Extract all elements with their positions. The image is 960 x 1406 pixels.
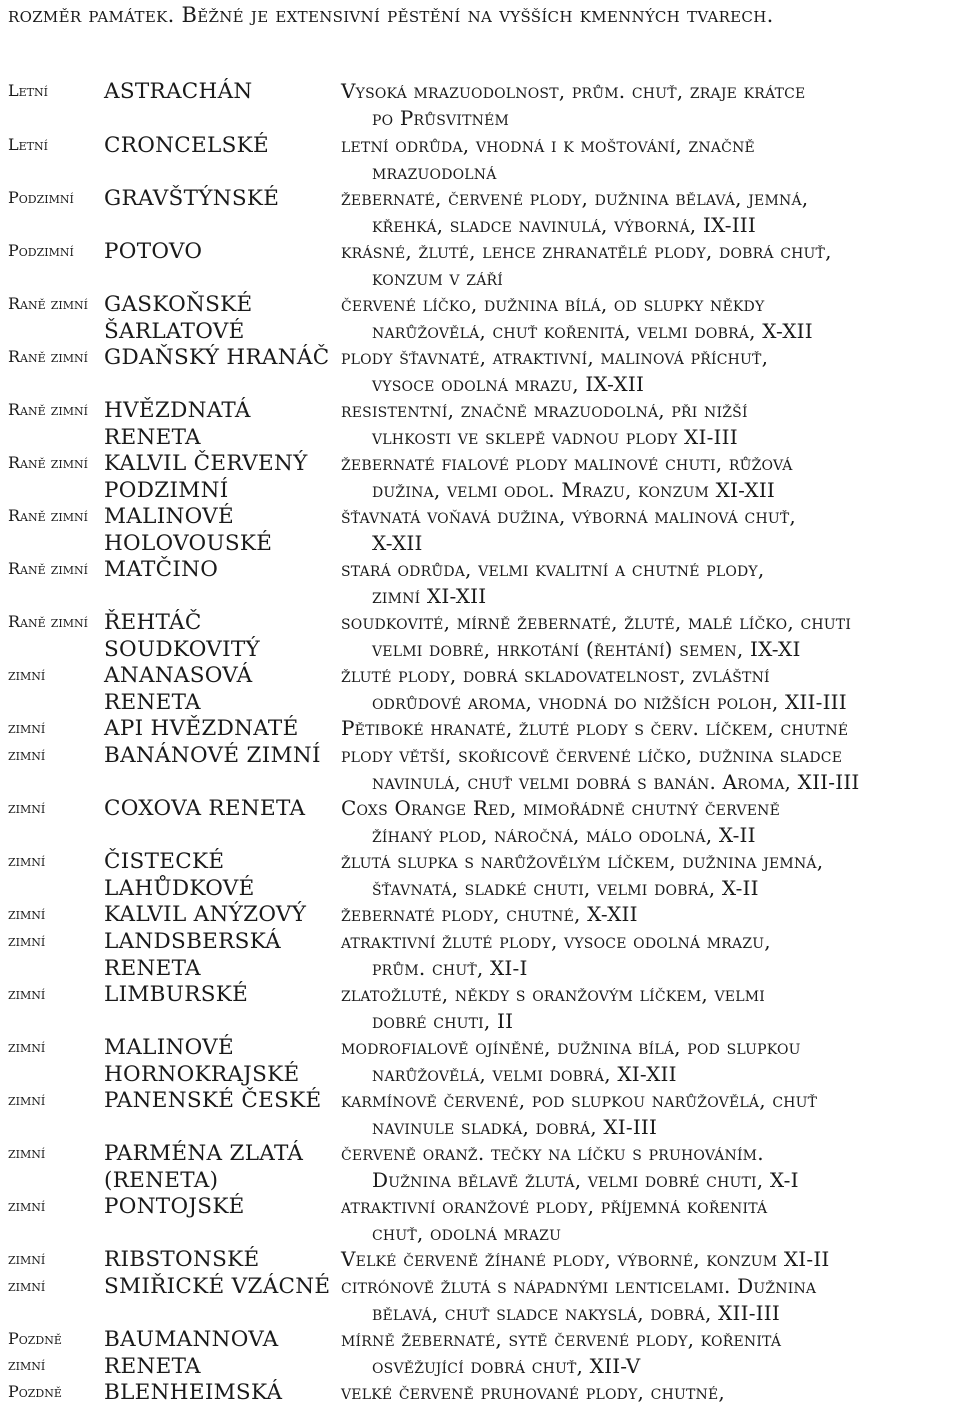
description-line-1: karmínově červené, pod slupkou narůžovělá, chuť [341, 1088, 818, 1112]
description-line-1: plody větší, skořicově červené líčko, dužnina sladce [341, 743, 843, 767]
season-cell: Raně zimní [8, 294, 88, 313]
description-line-1: žebernaté, červené plody, dužnina bělavá, jemná, [341, 186, 809, 210]
description-line-1: velké červeně pruhované plody, chutné, [341, 1380, 725, 1404]
description-line-2: dobré chuti, II [372, 1009, 514, 1033]
description-line-1: resistentní, značně mrazuodolná, při nižší [341, 398, 748, 422]
variety-name-cell: PONTOJSKÉ [104, 1194, 245, 1219]
description-line-2: mrazuodolná [372, 160, 497, 184]
description-line-1: krásné, žluté, lehce zhranatělé plody, dobrá chuť, [341, 239, 832, 263]
variety-name-cell: HVĚZDNATÁ RENETA [104, 398, 251, 450]
description-line-1: červené líčko, dužnina bílá, od slupky někdy [341, 292, 765, 316]
description-cell [341, 1193, 957, 1247]
description-line-1: citrónově žlutá s nápadnými lenticelami. Dužnina [341, 1274, 817, 1298]
description-line-1: Coxs Orange Red, mimořádně chutný červeně [341, 796, 780, 820]
season-cell: zimní [8, 1090, 46, 1109]
description-cell [341, 795, 957, 849]
description-cell [341, 1246, 957, 1273]
description-line-2: prům. chuť, XI-I [372, 956, 528, 980]
variety-name-cell: POTOVO [104, 239, 203, 264]
description-cell [341, 901, 957, 928]
description-cell [341, 1087, 957, 1141]
description-line-2: chuť, odolná mrazu [372, 1221, 562, 1245]
season-cell: zimní [8, 665, 46, 684]
description-line-1: atraktivní žluté plody, vysoce odolná mrazu, [341, 929, 771, 953]
description-line-2: bělavá, chuť sladce nakyslá, dobrá, XII-III [372, 1301, 780, 1325]
description-cell [341, 78, 957, 132]
description-cell [341, 742, 957, 796]
variety-name-cell: ANANASOVÁ RENETA [104, 663, 253, 715]
description-line-1: žebernaté fialové plody malinové chuti, růžová [341, 451, 793, 475]
season-cell: Raně zimní [8, 347, 88, 366]
season-cell: Raně zimní [8, 506, 88, 525]
variety-name-cell: BLENHEIMSKÁ [104, 1380, 283, 1405]
variety-name-cell: KALVIL ANÝZOVÝ [104, 902, 307, 927]
description-line-1: žebernaté plody, chutné, X-XII [341, 902, 638, 926]
description-line-1: plody šťavnaté, atraktivní, malinová příchuť, [341, 345, 769, 369]
description-cell [341, 291, 957, 345]
description-cell [341, 132, 957, 186]
season-cell: zimní [8, 745, 46, 764]
description-line-2: šťavnatá, sladké chuti, velmi dobrá, X-II [372, 876, 759, 900]
season-cell: Podzimní [8, 241, 74, 260]
description-line-2: konzum v září [372, 266, 504, 290]
season-cell: zimní [8, 984, 46, 1003]
description-cell [341, 450, 957, 504]
description-line-1: atraktivní oranžové plody, příjemná kořenitá [341, 1194, 768, 1218]
description-line-2: velmi dobré, hrkotání (řehtání) semen, IX-XI [372, 637, 801, 661]
description-line-2: narůžovělá, velmi dobrá, XI-XII [372, 1062, 677, 1086]
description-line-1: soudkovité, mírně žebernaté, žluté, malé líčko, chuti [341, 610, 852, 634]
description-cell [341, 344, 957, 398]
season-cell: zimní [8, 904, 46, 923]
description-line-1: žlutá slupka s narůžovělým líčkem, dužnina jemná, [341, 849, 824, 873]
description-cell [341, 503, 957, 557]
season-cell: Letní [8, 81, 48, 100]
season-cell: Pozdně zimní [8, 1329, 62, 1374]
description-line-1: Pětiboké hranaté, žluté plody s červ. líčkem, chutné [341, 716, 849, 740]
season-cell: Raně zimní [8, 400, 88, 419]
season-cell: Pozdně [8, 1382, 62, 1401]
description-cell [341, 928, 957, 982]
season-cell: zimní [8, 1249, 46, 1268]
season-cell: Raně zimní [8, 559, 88, 578]
season-cell: zimní [8, 1037, 46, 1056]
description-line-2: zimní XI-XII [372, 584, 487, 608]
season-cell: Podzimní [8, 188, 74, 207]
variety-name-cell: RIBSTONSKÉ [104, 1247, 260, 1272]
description-line-2: navinulá, chuť velmi dobrá s banán. Aroma, XII-III [372, 770, 860, 794]
variety-name-cell: MATČINO [104, 557, 219, 582]
variety-name-cell: ASTRACHÁN [104, 79, 253, 104]
description-cell [341, 662, 957, 716]
description-cell [341, 1140, 957, 1194]
season-cell: Raně zimní [8, 453, 88, 472]
description-line-1: Vysoká mrazuodolnost, prům. chuť, zraje krátce [341, 79, 806, 103]
variety-name-cell: PARMÉNA ZLATÁ (RENETA) [104, 1141, 304, 1193]
season-cell: zimní [8, 1143, 46, 1162]
season-cell: Letní [8, 135, 48, 154]
description-cell [341, 556, 957, 610]
description-line-2: vlhkosti ve sklepě vadnou plody XI-III [372, 425, 738, 449]
variety-name-cell: KALVIL ČERVENÝ PODZIMNÍ [104, 451, 308, 503]
description-line-1: zlatožluté, někdy s oranžovým líčkem, velmi [341, 982, 765, 1006]
variety-name-cell: BAUMANNOVA RENETA [104, 1327, 279, 1379]
description-cell [341, 397, 957, 451]
description-line-1: letní odrůda, vhodná i k moštování, značně [341, 133, 755, 157]
variety-name-cell: API HVĚZDNATÉ [104, 716, 299, 741]
variety-name-cell: CRONCELSKÉ [104, 133, 269, 158]
variety-name-cell: GRAVŠTÝNSKÉ [104, 186, 280, 211]
season-cell: zimní [8, 1276, 46, 1295]
description-line-1: Velké červeně žíhané plody, výborné, konzum XI-II [341, 1247, 830, 1271]
description-line-2: narůžovělá, chuť kořenitá, velmi dobrá, X-XII [372, 319, 813, 343]
description-cell [341, 609, 957, 663]
description-line-2: X-XII [372, 531, 423, 555]
description-cell [341, 848, 957, 902]
description-cell [341, 238, 957, 292]
description-line-1: modrofialově ojíněné, dužnina bílá, pod slupkou [341, 1035, 801, 1059]
description-line-2: žíhaný plod, náročná, málo odolná, X-II [372, 823, 756, 847]
description-line-2: vysoce odolná mrazu, IX-XII [372, 372, 645, 396]
description-line-1: červeně oranž. tečky na líčku s pruhováním. [341, 1141, 764, 1165]
description-cell [341, 185, 957, 239]
season-cell: zimní [8, 1196, 46, 1215]
season-cell: zimní [8, 718, 46, 737]
description-line-2: osvěžující dobrá chuť, XII-V [372, 1354, 641, 1378]
variety-name-cell: ČISTECKÉ LAHŮDKOVÉ [104, 849, 255, 901]
variety-name-cell: MALINOVÉ HORNOKRAJSKÉ [104, 1035, 300, 1087]
variety-name-cell: SMIŘICKÉ VZÁCNÉ [104, 1274, 331, 1299]
description-line-2: křehká, sladce navinulá, výborná, IX-III [372, 213, 757, 237]
variety-name-cell: MALINOVÉ HOLOVOUSKÉ [104, 504, 273, 556]
season-cell: Raně zimní [8, 612, 88, 631]
description-line-1: stará odrůda, velmi kvalitní a chutné plody, [341, 557, 765, 581]
description-line-1: žluté plody, dobrá skladovatelnost, zvláštní [341, 663, 770, 687]
variety-name-cell: COXOVA RENETA [104, 796, 306, 821]
description-cell [341, 1273, 957, 1327]
description-line-1: šťavnatá voňavá dužina, výborná malinová chuť, [341, 504, 796, 528]
season-cell: zimní [8, 798, 46, 817]
variety-name-cell: LANDSBERSKÁ RENETA [104, 929, 282, 981]
description-cell [341, 981, 957, 1035]
description-cell [341, 1326, 957, 1380]
description-line-2: po Průsvitném [372, 106, 510, 130]
season-cell: zimní [8, 931, 46, 950]
description-line-1: mírně žebernaté, sytě červené plody, kořenitá [341, 1327, 782, 1351]
description-cell [341, 715, 957, 742]
variety-name-cell: LIMBURSKÉ [104, 982, 249, 1007]
variety-name-cell: PANENSKÉ ČESKÉ [104, 1088, 322, 1113]
description-cell [341, 1379, 957, 1406]
description-cell [341, 1034, 957, 1088]
description-line-2: Dužnina bělavě žlutá, velmi dobré chuti, X-I [372, 1168, 799, 1192]
description-line-2: navinule sladká, dobrá, XI-III [372, 1115, 658, 1139]
variety-name-cell: ŘEHTÁČ SOUDKOVITÝ [104, 610, 260, 662]
variety-name-cell: GASKOŇSKÉ ŠARLATOVÉ [104, 292, 253, 344]
season-cell: zimní [8, 851, 46, 870]
description-line-2: dužina, velmi odol. Mrazu, konzum XI-XII [372, 478, 776, 502]
variety-name-cell: BANÁNOVÉ ZIMNÍ [104, 743, 321, 768]
description-line-2: odrůdové aroma, vhodná do nižších poloh, XII-III [372, 690, 847, 714]
variety-name-cell: GDAŇSKÝ HRANÁČ [104, 345, 330, 370]
intro-text: rozměr památek. Běžné je extensivní pěstění na vyšších kmenných tvarech. [8, 3, 774, 27]
